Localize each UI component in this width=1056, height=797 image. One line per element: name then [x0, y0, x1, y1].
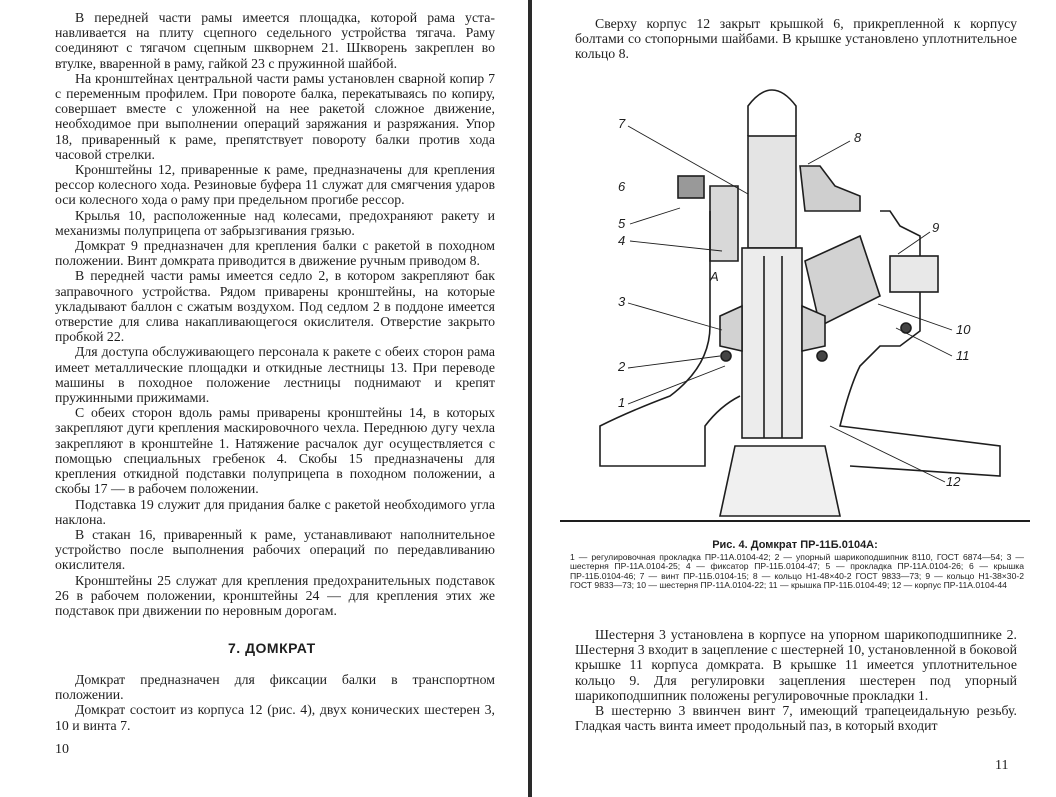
paragraph: Кронштейны 12, приваренные к раме, предназначены для крепления рессор колесного хода. Резиновые буфера 11 служат для смягчения ударов оси колесного хода о раму при предельном прогибе рессор. — [55, 162, 495, 208]
figure-label: 4 — [618, 233, 626, 248]
page-number: 11 — [995, 758, 1009, 773]
paragraph: В передней части рамы имеется площадка, которой рама устанавливается на плиту сцепного седельного устройства тягача. Раму соединяют с тягачом сцепным шкворнем 21. Шкворень закреплен во втулке, вваренной в раму, гайкой 23 с пружинной шайбой. — [55, 10, 495, 71]
paragraph: Крылья 10, расположенные над колесами, предохраняют ракету и механизмы полуприцепа от забрызгивания грязью. — [55, 207, 495, 238]
paragraph: На кронштейнах центральной части рамы установлен сварной копир 7 с переменным профилем. При повороте балка, перекатываясь по копиру, совершает вместе с уложенной на нее ракетой сложное движение, необходимое при выполнении операций заряжания и разряжания. Упор 18, приваренный к раме, препятствует повороту балки против хода часовой стрелки. — [55, 70, 495, 162]
figure-label: 2 — [618, 359, 626, 374]
paragraph: Домкрат 9 предназначен для крепления балки с ракетой в походном положении. Винт домкрата приводится в движение ручным приводом 8. — [55, 238, 495, 269]
paragraph: Домкрат состоит из корпуса 12 (рис. 4), двух конических шестерен 3, 10 и винта 7. — [55, 702, 495, 733]
paragraph: В передней части рамы имеется седло 2, в котором закрепляют бак заправочного устройства. Рядом приварены кронштейны, на которые укладывают баллон с сжатым воздухом. Под седлом 2 в поддоне имеется отверстие для слива накапливающегося окислителя. Отверстие закрыто пробкой 22. — [55, 268, 495, 345]
figure-label: 8 — [854, 130, 862, 145]
left-body-text — [55, 10, 495, 618]
paragraph: Сверху корпус 12 закрыт крышкой 6, прикрепленной к корпусу болтами со стопорными шайбами. В крышке установлено уплотнительное кольцо 8. — [575, 16, 1017, 62]
paragraph: В стакан 16, приваренный к раме, устанавливают наполнительное устройство после выполнения рабочих операций по передавливанию окислителя. — [55, 526, 495, 573]
left-body-text-after — [55, 672, 495, 733]
housing-base — [720, 446, 840, 516]
paragraph: Подставка 19 служит для придания балке с ракетой необходимого угла наклона. — [55, 496, 495, 527]
right-body-text — [575, 627, 1017, 733]
side-shaft — [890, 256, 938, 292]
figure-label: 3 — [618, 294, 626, 309]
figure-label: 10 — [956, 322, 971, 337]
figure-caption-title: Рис. 4. Домкрат ПР-11Б.0104А: — [712, 539, 878, 551]
right-intro-text — [575, 16, 1017, 62]
section-heading: 7. ДОМКРАТ — [228, 640, 316, 656]
page-number: 10 — [55, 742, 69, 757]
figure-label: 1 — [618, 395, 626, 410]
screw-body — [748, 136, 796, 248]
paragraph: Домкрат предназначен для фиксации балки в транспортном положении. — [55, 672, 495, 703]
paragraph: С обеих сторон вдоль рамы приварены кронштейны 14, в которых закрепляют дуги крепления маскировочного чехла. Переднюю дугу чехла закрепляют в кронштейне 1. Натяжение расчалок дуг осуществляется с помощью специальных гребенок 4. Скобы 15 предназначены для крепления откидной подставки полуприцепа в походном положении, а скобы 17 — в рабочем положении. — [55, 405, 495, 497]
paragraph: Шестерня 3 установлена в корпусе на упорном шарикоподшипнике 2. Шестерня 3 входит в зацепление с шестерней 10, установленной в боковой крышке 11 корпуса домкрата. В крышке 11 имеется уплотнительное кольцо 9. Для регулировки зацепления шестерен под упорный шарикоподшипник положены регулировочные прокладки 1. — [575, 627, 1017, 703]
screw-top — [748, 90, 796, 136]
figure-caption-body: 1 — регулировочная прокладка ПР-11А.0104-42; 2 — упорный шарикоподшипник 8110, ГОСТ 6874—54; 3 — шестерня ПР-11А.0104-25; 4 — фиксатор ПР-11Б.0104-47; 5 — прокладка ПР-11А.0104-26; 6 — крышка ПР-11Б.0104-46; 7 — винт ПР-11Б.0104-15; 8 — кольцо Н1-48×40-2 ГОСТ 9833—73; 9 — кольцо Н1-38×30-2 ГОСТ 9833—73; 10 — шестерня ПР-11А.0104-22; 11 — крышка ПР-11Б.0104-49; 12 — корпус ПР-11А.0104-44 — [570, 552, 1024, 591]
book-gutter — [528, 0, 532, 797]
figure-label: 7 — [618, 116, 626, 131]
jack-drawing-figure — [560, 66, 1040, 536]
paragraph: Для доступа обслуживающего персонала к ракете с обеих сторон рама имеет металлические площадки и откидные лестницы 13. При переводе машины в походное положение лестницы поднимают и крепят пружинными прижимами. — [55, 344, 495, 406]
figure-label: 12 — [946, 474, 961, 489]
figure-label: 6 — [618, 179, 626, 194]
figure-label: 9 — [932, 220, 940, 235]
paragraph: Кронштейны 25 служат для крепления предохранительных подставок 26 в рабочем положении, кронштейны 24 — для крепления этих же подставок при движении по неровным дорогам. — [55, 572, 495, 618]
figure-label: 5 — [618, 216, 626, 231]
paragraph: В шестерню 3 ввинчен винт 7, имеющий трапецеидальную резьбу. Гладкая часть винта имеет продольный паз, в который входит — [575, 703, 1017, 734]
figure-label: А — [710, 269, 719, 284]
figure-label: 11 — [956, 348, 970, 363]
